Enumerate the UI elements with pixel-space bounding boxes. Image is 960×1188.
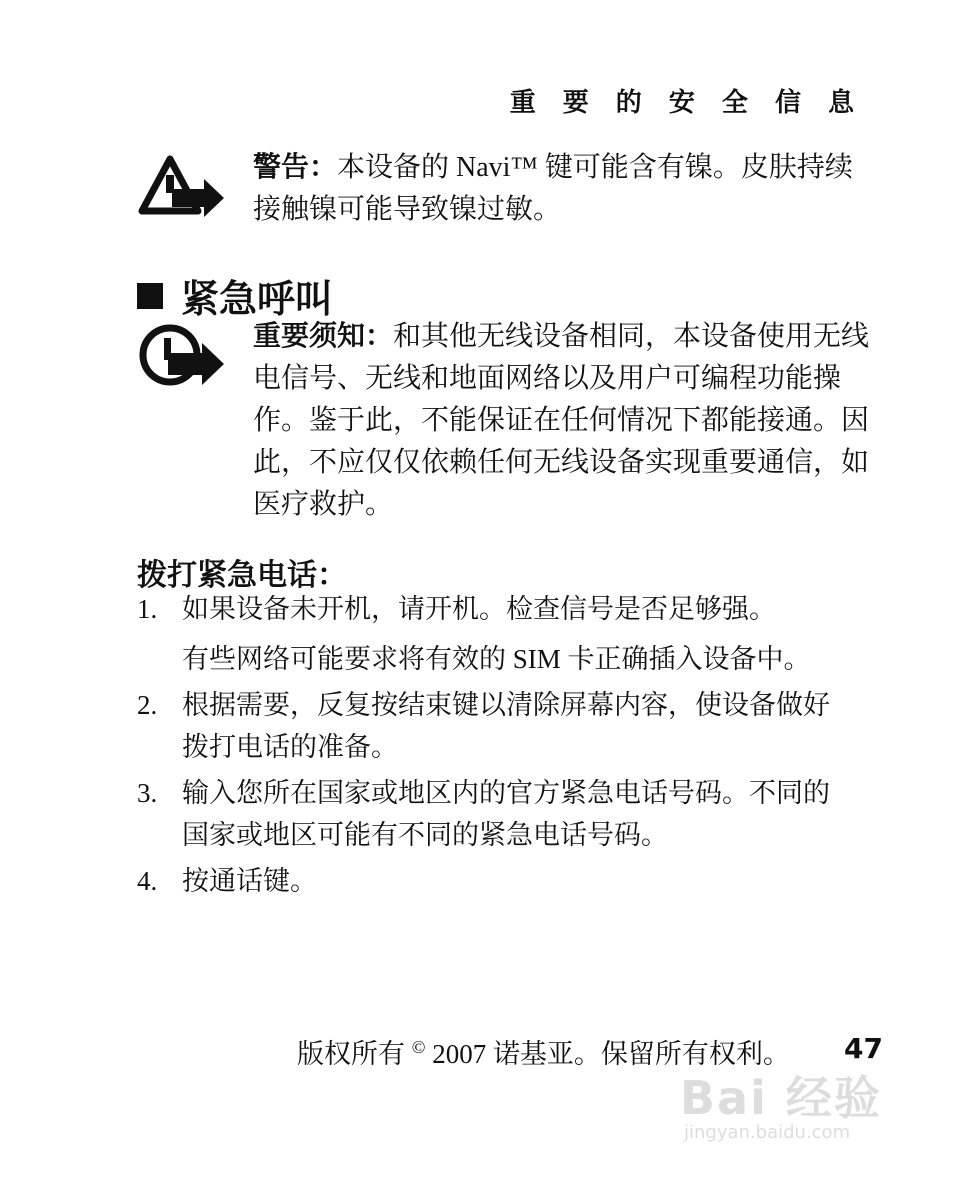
warning-label: 警告： — [253, 150, 338, 183]
section-square-icon — [137, 283, 163, 309]
notice-line-2: 电信号、无线和地面网络以及用户可编程功能操 — [253, 363, 842, 394]
list-item — [137, 588, 877, 680]
warning-triangle-icon — [138, 155, 226, 217]
step-text-line-2: 拨打电话的准备。 — [182, 732, 398, 762]
watermark-brand: Bai 经验 — [680, 1071, 882, 1125]
running-header: 重 要 的 安 全 信 息 — [509, 88, 863, 118]
step-note: 有些网络可能要求将有效的 SIM 卡正确插入设备中。 — [182, 644, 811, 674]
step-text: 如果设备未开机，请开机。检查信号是否足够强。 — [182, 594, 776, 624]
howto-heading: 拨打紧急电话： — [137, 558, 347, 593]
step-number: 4. — [137, 866, 158, 896]
list-item — [137, 684, 877, 768]
step-number: 3. — [137, 778, 158, 808]
copyright-suffix: 2007 诺基亚。保留所有权利。 — [432, 1039, 790, 1069]
step-text-line-2: 国家或地区可能有不同的紧急电话号码。 — [182, 820, 668, 850]
notice-label: 重要须知： — [253, 319, 394, 352]
watermark-url: jingyan.baidu.com — [684, 1122, 851, 1143]
list-item — [137, 860, 877, 902]
baidu-watermark — [680, 1056, 910, 1156]
warning-line-2: 接触镍可能导致镍过敏。 — [253, 194, 562, 225]
warning-line-1: 本设备的 Navi™ 键可能含有镍。皮肤持续 — [337, 152, 853, 183]
copyright-prefix: 版权所有 — [297, 1039, 405, 1069]
step-number: 1. — [137, 594, 158, 624]
warning-text — [253, 146, 873, 231]
notice-text — [253, 315, 883, 526]
notice-line-5: 医疗救护。 — [253, 489, 394, 520]
notice-line-4: 此，不应仅仅依赖任何无线设备实现重要通信，如 — [253, 447, 870, 478]
step-number: 2. — [137, 690, 158, 720]
notice-line-1: 和其他无线设备相同，本设备使用无线 — [393, 321, 870, 352]
notice-clock-icon — [138, 322, 226, 388]
step-text: 按通话键。 — [182, 866, 317, 896]
notice-line-3: 作。鉴于此，不能保证在任何情况下都能接通。因 — [253, 405, 870, 436]
section-title-text: 紧急呼叫 — [181, 277, 334, 321]
step-text-line-1: 根据需要，反复按结束键以清除屏幕内容，使设备做好 — [182, 690, 830, 720]
page-number: 47 — [844, 1032, 883, 1065]
copyright-symbol: © — [411, 1037, 426, 1057]
step-text-line-1: 输入您所在国家或地区内的官方紧急电话号码。不同的 — [182, 778, 830, 808]
list-item — [137, 772, 877, 856]
